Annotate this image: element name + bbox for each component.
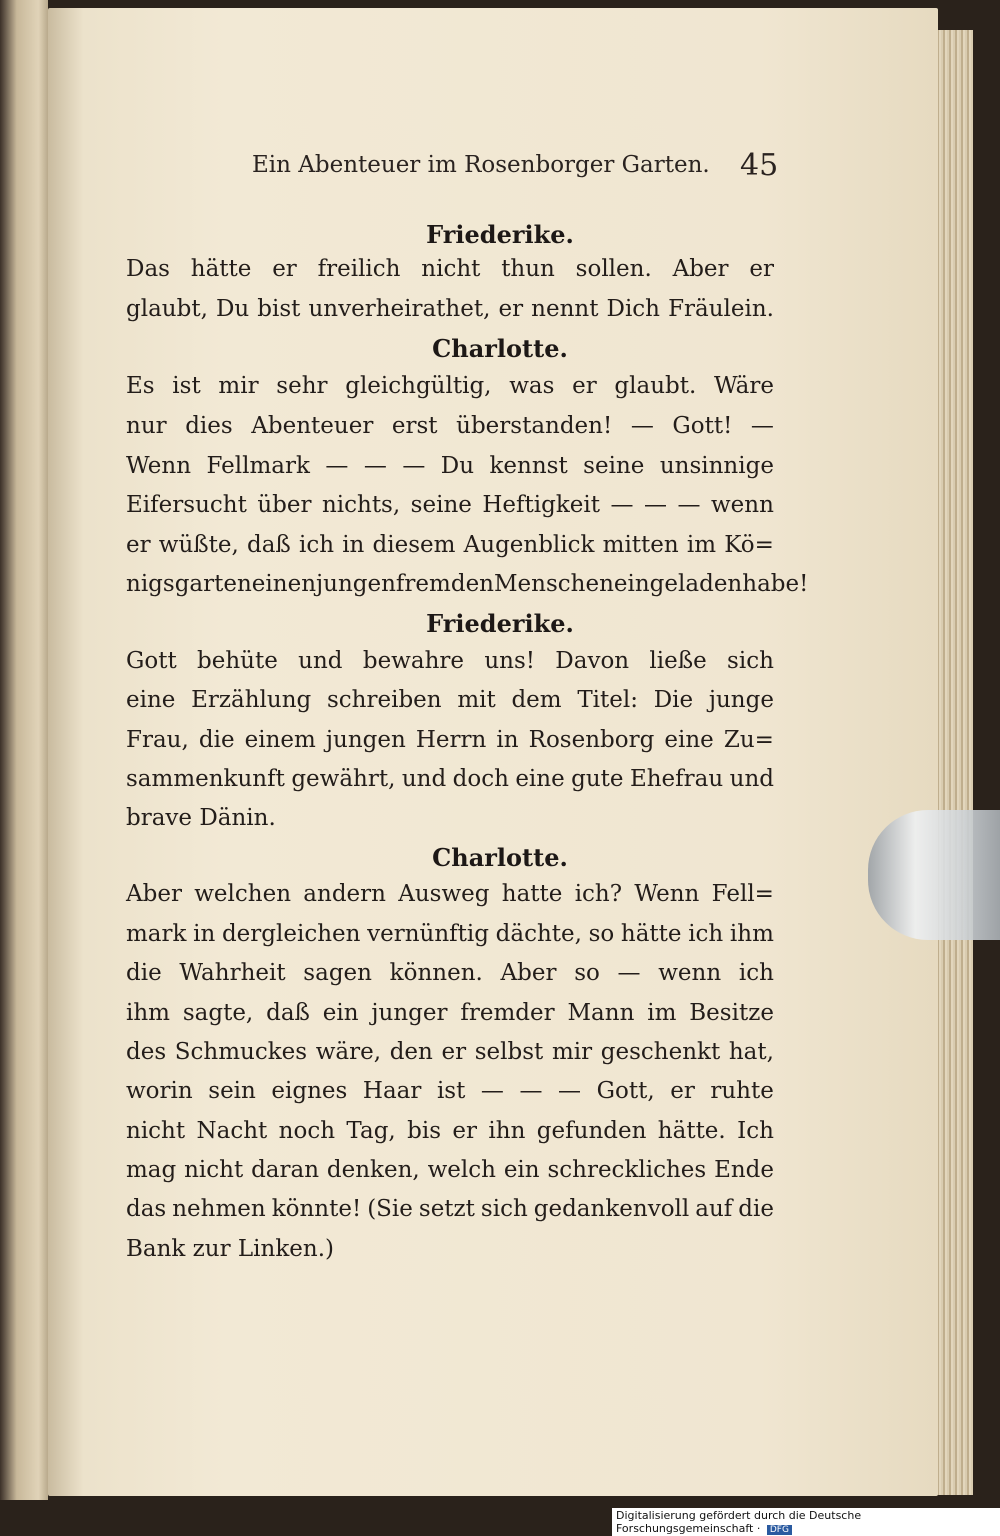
text-line: glaubt, Du bist unverheirathet, er nennt Dich Fräulein. [126,296,774,322]
text-line: Eifersucht über nichts, seine Heftigkeit — — — wenn [126,492,774,518]
page-number: 45 [740,148,779,183]
page-stack-edge [935,30,973,1495]
text-line: Gott behüte und bewahre uns! Davon ließe sich [126,648,774,674]
speaker-heading: Charlotte. [432,334,568,363]
text-line: mark in dergleichen vernünftig dächte, so hätte ich ihm [126,921,774,947]
dfg-logo: DFG [767,1525,792,1535]
text-line: die Wahrheit sagen können. Aber so — wenn ich [126,960,774,986]
speaker-heading: Friederike. [426,609,574,638]
text-line: worin sein eignes Haar ist — — — Gott, er ruhte [126,1078,774,1104]
page-clip [868,810,1000,940]
text-line: er wüßte, daß ich in diesem Augenblick mitten im Kö= [126,532,774,558]
running-title: Ein Abenteuer im Rosenborger Garten. [252,152,710,178]
text-line: mag nicht daran denken, welch ein schreckliches Ende [126,1157,774,1183]
text-line: sammenkunft gewährt, und doch eine gute Ehefrau und [126,766,774,792]
speaker-heading: Friederike. [426,220,574,249]
text-line: Aber welchen andern Ausweg hatte ich? Wenn Fell= [126,881,774,907]
text-line: nicht Nacht noch Tag, bis er ihn gefunden hätte. Ich [126,1118,774,1144]
speaker-heading: Charlotte. [432,843,568,872]
digitization-credit [612,1508,1000,1536]
text-line: Es ist mir sehr gleichgültig, was er glaubt. Wäre [126,373,774,399]
text-line: das nehmen könnte! (Sie setzt sich gedankenvoll auf die [126,1196,774,1222]
text-line: brave Dänin. [126,805,276,831]
text-line: Das hätte er freilich nicht thun sollen. Aber er [126,256,774,282]
text-line: nur dies Abenteuer erst überstanden! — Gott! — [126,413,774,439]
text-line: Bank zur Linken.) [126,1236,334,1262]
text-line: ihm sagte, daß ein junger fremder Mann im Besitze [126,1000,774,1026]
text-line: eine Erzählung schreiben mit dem Titel: Die junge [126,687,774,713]
credit-text: Digitalisierung gefördert durch die Deutsche Forschungsgemeinschaft · [616,1509,862,1535]
text-line: Frau, die einem jungen Herrn in Rosenborg eine Zu= [126,727,774,753]
text-line: des Schmuckes wäre, den er selbst mir geschenkt hat, [126,1039,774,1065]
text-line: Wenn Fellmark — — — Du kennst seine unsinnige [126,453,774,479]
text-line: nigsgarten einen jungen fremden Menschen eingeladen habe! [126,571,809,597]
